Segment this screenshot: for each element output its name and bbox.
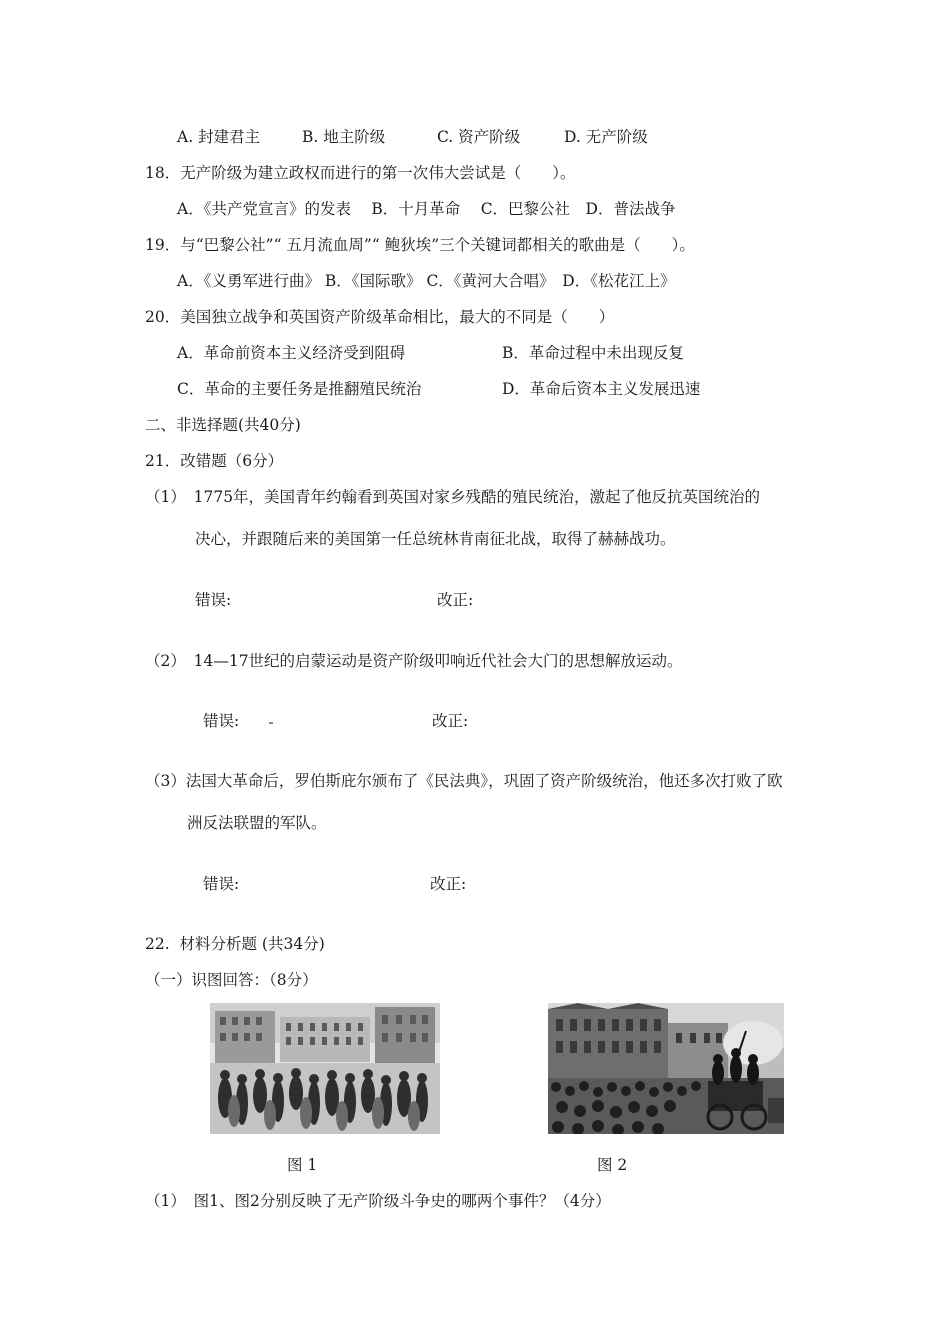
q21-item3-fix-label: 改正: (430, 875, 467, 893)
q20-option-a: A．革命前资本主义经济受到阻碍 (177, 344, 406, 362)
q22-title: 22. 材料分析题 (共34分) (145, 935, 325, 953)
q21-item3-line2: 洲反法联盟的军队。 (187, 814, 327, 832)
figure-1-caption: 图 1 (287, 1156, 318, 1174)
q21-item1-error-label: 错误: (195, 591, 232, 609)
q22-sub1-title: （一）识图回答：（8分） (145, 971, 318, 989)
q21-item1-line2: 决心，并跟随后来的美国第一任总统林肯南征北战，取得了赫赫战功。 (195, 530, 676, 548)
figure-1-illustration (210, 1003, 440, 1134)
q20-stem: 20．美国独立战争和英国资产阶级革命相比，最大的不同是（ ） (145, 308, 615, 326)
figure-1-image (210, 1003, 440, 1134)
q21-title: 21．改错题（6分） (145, 452, 284, 470)
q21-item1-fix-label: 改正: (437, 591, 474, 609)
q21-item2-fix-label: 改正: (432, 712, 469, 730)
q17-option-b: B. 地主阶级 (302, 128, 386, 146)
q20-option-c: C．革命的主要任务是推翻殖民统治 (177, 380, 422, 398)
q19-options: A．《义勇军进行曲》 B．《国际歌》 C．《黄河大合唱》 D．《松花江上》 (177, 272, 676, 290)
q17-option-a: A. 封建君主 (177, 128, 261, 146)
q21-item1-line1: （1） 1775年，美国青年约翰看到英国对家乡残酷的殖民统治，激起了他反抗英国统治的 (145, 488, 761, 506)
figure-2-illustration (548, 1003, 784, 1134)
stray-mark (269, 722, 273, 724)
q20-option-b: B．革命过程中未出现反复 (502, 344, 684, 362)
q22-question-1: （1） 图1、图2分别反映了无产阶级斗争史的哪两个事件？（4分） (145, 1192, 611, 1210)
q20-option-d: D．革命后资本主义发展迅速 (502, 380, 701, 398)
q18-stem: 18．无产阶级为建立政权而进行的第一次伟大尝试是（ ）。 (145, 164, 576, 182)
q21-item2-error-label: 错误: (203, 712, 240, 730)
figure-2-image (548, 1003, 784, 1134)
figure-2-caption: 图 2 (597, 1156, 628, 1174)
q21-item3-line1: （3）法国大革命后，罗伯斯庇尔颁布了《民法典》，巩固了资产阶级统治，他还多次打败了欧 (145, 772, 783, 790)
q17-option-c: C. 资产阶级 (437, 128, 521, 146)
q19-stem: 19．与“巴黎公社”“ 五月流血周”“ 鲍狄埃”三个关键词都相关的歌曲是（ ）。 (145, 236, 695, 254)
q21-item2-line1: （2） 14—17世纪的启蒙运动是资产阶级叩响近代社会大门的思想解放运动。 (145, 652, 683, 670)
q17-option-d: D. 无产阶级 (564, 128, 648, 146)
section-2-title: 二、非选择题(共40分) (145, 416, 301, 434)
q21-item3-error-label: 错误: (203, 875, 240, 893)
q18-options: A．《共产党宣言》的发表 B．十月革命 C．巴黎公社 D．普法战争 (177, 200, 676, 218)
